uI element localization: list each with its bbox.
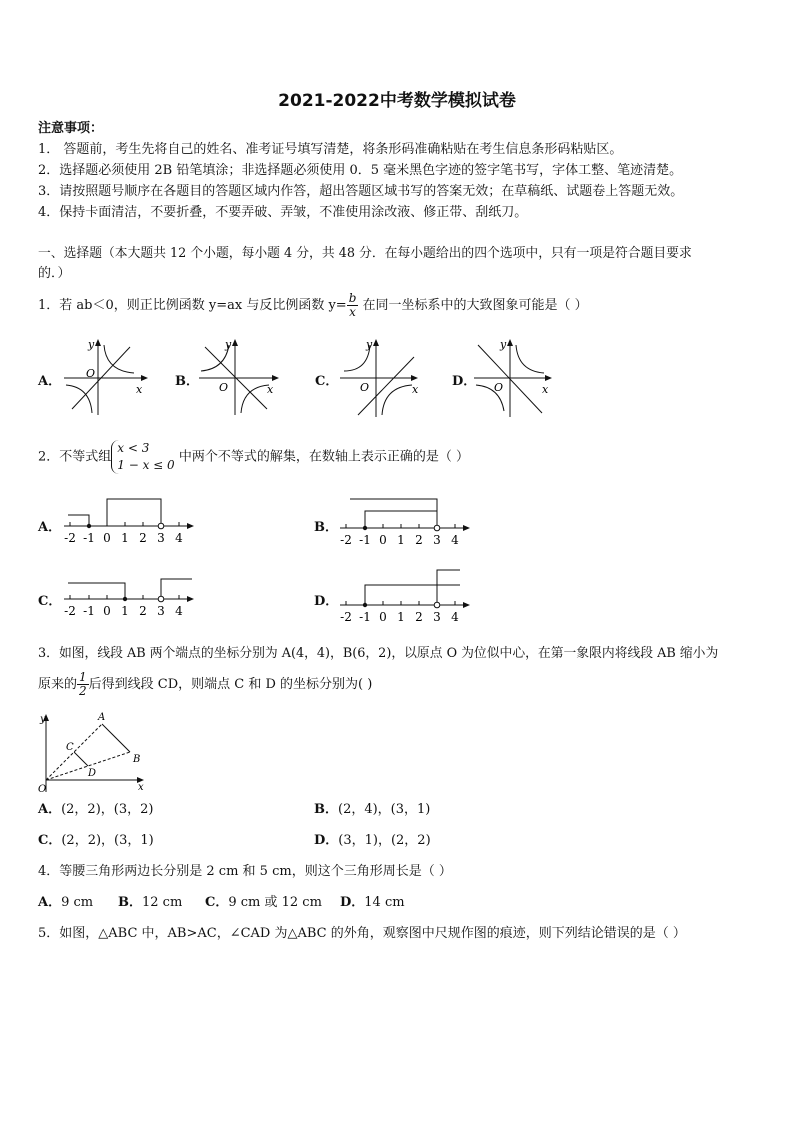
q2-option-c-number-line <box>60 570 200 620</box>
q3-option-a-letter: A． <box>38 802 62 817</box>
question-5-stem: 5．如图，△ABC 中，AB>AC，∠CAD 为△ABC 的外角，观察图中尺规作图的痕迹，则下列结论错误的是（ ） <box>38 926 686 941</box>
q3-line2-prefix: 原来的 <box>38 677 78 692</box>
q3-option-a-text: (2，2)，(3，2) <box>61 802 154 817</box>
segment-ab <box>102 724 130 752</box>
q3-option-b-text: (2，4)，(3，1) <box>338 802 431 817</box>
tick-labels <box>340 610 459 624</box>
q3-option-d <box>314 833 431 849</box>
q3-option-b <box>314 802 430 818</box>
axis-arrow <box>463 525 470 531</box>
notice-item-4: 4．保持卡面清洁，不要折叠，不要弄破、弄皱，不准使用涂改液、修正带、刮纸刀。 <box>38 205 528 220</box>
tick-labels <box>340 533 459 547</box>
q1-suffix: 在同一坐标系中的大致图象可能是（ ） <box>358 298 588 313</box>
open-dot <box>434 602 440 608</box>
tick-label: 1 <box>121 604 129 618</box>
tick-label: 2 <box>139 531 147 545</box>
notice-item-3: 3．请按照题号顺序在各题目的答题区域内作答，超出答题区域书写的答案无效；在草稿纸、试题卷上答题无效。 <box>38 184 684 199</box>
x-label: x <box>136 383 143 396</box>
q2-option-d-number-line <box>336 565 476 625</box>
y-arrow <box>95 339 101 346</box>
solution-ray-upper <box>350 499 437 528</box>
tick-label: -1 <box>83 604 95 618</box>
point-a-label: A <box>98 712 106 723</box>
tick-label: 1 <box>121 531 129 545</box>
q3-figure <box>36 708 156 796</box>
y-arrow <box>507 339 513 346</box>
q3-option-b-letter: B． <box>314 802 338 817</box>
point-b-label: B <box>133 754 141 765</box>
tick-label: 3 <box>157 531 165 545</box>
q4-option-a-text: 9 cm <box>61 895 94 910</box>
q2-option-d-label: D． <box>314 594 339 609</box>
solution-ray-right <box>365 585 460 605</box>
q3-option-d-text: (3，1)，(2，2) <box>338 833 431 848</box>
q2-option-a-number-line <box>60 493 200 545</box>
q1-option-b-graph <box>197 335 287 420</box>
axis-arrow <box>187 596 194 602</box>
q3-option-d-letter: D． <box>314 833 339 848</box>
q3-frac-num: 1 <box>79 670 87 684</box>
q1-option-b-label: B． <box>175 374 199 389</box>
x-label: x <box>542 383 549 396</box>
section-heading-line2: 的．） <box>38 266 71 281</box>
y-label: y <box>366 338 373 351</box>
closed-dot <box>87 524 91 528</box>
origin-label: O <box>360 381 370 394</box>
q4-option-b-letter: B． <box>118 895 142 910</box>
tick-label: 0 <box>103 531 111 545</box>
question-4-stem: 4．等腰三角形两边长分别是 2 cm 和 5 cm，则这个三角形周长是（ ） <box>38 864 452 879</box>
origin-label: O <box>494 381 504 394</box>
notice-item-2: 2．选择题必须使用 2B 铅笔填涂；非选择题必须使用 0．5 毫米黑色字迹的签字笔书写，字体工整、笔迹清楚。 <box>38 163 683 178</box>
q2-option-b-number-line <box>336 493 476 547</box>
x-arrow <box>272 375 279 381</box>
q1-option-a-graph <box>62 335 152 420</box>
tick-label: -2 <box>340 533 352 547</box>
axis-arrow <box>463 602 470 608</box>
tick-labels <box>64 531 183 545</box>
solution-ray-left <box>68 583 125 599</box>
x-arrow <box>141 375 148 381</box>
tick-label: 1 <box>397 533 405 547</box>
q4-option-d-text: 14 cm <box>364 895 405 910</box>
tick-label: 0 <box>103 604 111 618</box>
point-c-label: C <box>66 742 74 753</box>
solution-bracket <box>107 499 161 526</box>
q2-inequality-1: x < 3 <box>117 441 150 455</box>
open-dot <box>158 523 164 529</box>
q3-frac-den: 2 <box>79 684 87 698</box>
tick-label: 4 <box>175 531 183 545</box>
q1-fraction <box>347 292 359 319</box>
q1-prefix: 1．若 ab＜0，则正比例函数 y=ax 与反比例函数 y= <box>38 298 347 313</box>
tick-label: 0 <box>379 610 387 624</box>
q2-option-c-label: C． <box>38 594 62 609</box>
q4-option-b <box>118 895 182 911</box>
solution-ray-right <box>161 579 192 599</box>
tick-label: -1 <box>359 610 371 624</box>
q4-option-c-text: 9 cm 或 12 cm <box>228 895 322 910</box>
solution-ray-upper <box>437 570 460 605</box>
q3-option-a <box>38 802 153 818</box>
q1-option-a-label: A． <box>38 374 62 389</box>
tick-label: 3 <box>433 610 441 624</box>
q2-suffix: 中两个不等式的解集，在数轴上表示正确的是（ ） <box>174 449 469 465</box>
solution-ray-left <box>68 515 89 526</box>
q4-option-a <box>38 895 93 911</box>
segment-cd <box>74 752 88 766</box>
tick-label: 4 <box>451 533 459 547</box>
tick-label: 3 <box>433 533 441 547</box>
y-label: y <box>40 714 46 725</box>
q4-option-b-text: 12 cm <box>142 895 183 910</box>
question-3-line2 <box>38 671 372 698</box>
notice-heading: 注意事项： <box>38 121 104 136</box>
q3-fraction <box>77 671 89 698</box>
tick-label: -2 <box>340 610 352 624</box>
y-label: y <box>225 338 232 351</box>
q3-option-c-text: (2，2)，(3，1) <box>61 833 154 848</box>
q3-line2-suffix: 后得到线段 CD，则端点 C 和 D 的坐标分别为( ) <box>88 677 373 692</box>
tick-label: -1 <box>83 531 95 545</box>
y-arrow <box>232 339 238 346</box>
closed-dot <box>363 526 367 530</box>
hyperbola-branch <box>516 345 544 373</box>
axis-arrow <box>187 523 194 529</box>
tick-label: -1 <box>359 533 371 547</box>
q4-option-a-letter: A． <box>38 895 62 910</box>
hyperbola-branch <box>382 385 412 415</box>
tick-label: 0 <box>379 533 387 547</box>
y-label: y <box>500 338 507 351</box>
tick-label: 3 <box>157 604 165 618</box>
tick-label: 1 <box>397 610 405 624</box>
y-label: y <box>88 338 95 351</box>
q2-inequality-2: 1 − x ≤ 0 <box>117 458 175 472</box>
q4-option-c <box>205 895 322 911</box>
q3-option-c <box>38 833 154 849</box>
x-label: x <box>138 782 144 793</box>
q3-option-c-letter: C． <box>38 833 62 848</box>
closed-dot <box>123 597 127 601</box>
question-1-stem <box>38 292 588 319</box>
q4-option-d-letter: D． <box>340 895 365 910</box>
q1-option-d-label: D． <box>452 374 477 389</box>
tick-label: -2 <box>64 531 76 545</box>
question-2-stem <box>38 440 469 474</box>
x-arrow <box>411 375 418 381</box>
origin-label: O <box>38 784 47 795</box>
x-label: x <box>267 383 274 396</box>
q2-option-b-label: B． <box>314 520 338 535</box>
x-label: x <box>412 383 419 396</box>
q4-option-c-letter: C． <box>205 895 229 910</box>
q2-prefix: 2．不等式组 <box>38 449 112 465</box>
notice-item-1: 1． 答题前，考生先将自己的姓名、准考证号填写清楚，将条形码准确粘贴在考生信息条形码粘贴区。 <box>38 142 623 157</box>
tick-label: 4 <box>451 610 459 624</box>
closed-dot <box>363 603 367 607</box>
open-dot <box>434 525 440 531</box>
origin-label: O <box>86 367 96 380</box>
hyperbola-branch <box>241 385 269 413</box>
q2-option-a-label: A． <box>38 520 62 535</box>
section-heading-line1: 一、选择题（本大题共 12 个小题，每小题 4 分，共 48 分．在每小题给出的四个选项中，只有一项是符合题目要求 <box>38 246 692 261</box>
tick-labels <box>64 604 183 618</box>
tick-label: 2 <box>139 604 147 618</box>
hyperbola-branch <box>66 385 92 413</box>
tick-label: 2 <box>415 610 423 624</box>
q4-option-d <box>340 895 405 911</box>
q1-frac-num: b <box>348 291 357 305</box>
y-arrow <box>373 339 379 346</box>
q2-inequality-system <box>111 440 174 474</box>
point-d-label: D <box>88 768 97 779</box>
q1-option-c-graph <box>338 335 428 420</box>
page-title: 2021-2022中考数学模拟试卷 <box>278 91 516 111</box>
x-arrow <box>545 375 552 381</box>
tick-label: 4 <box>175 604 183 618</box>
tick-label: 2 <box>415 533 423 547</box>
question-3-line1: 3．如图，线段 AB 两个端点的坐标分别为 A(4，4)，B(6，2)，以原点 O 为位似中心，在第一象限内将线段 AB 缩小为 <box>38 646 719 661</box>
q1-option-c-label: C． <box>315 374 339 389</box>
q1-option-d-graph <box>472 335 562 420</box>
open-dot <box>158 596 164 602</box>
origin-label: O <box>219 381 229 394</box>
q1-frac-den: x <box>349 305 356 319</box>
tick-label: -2 <box>64 604 76 618</box>
